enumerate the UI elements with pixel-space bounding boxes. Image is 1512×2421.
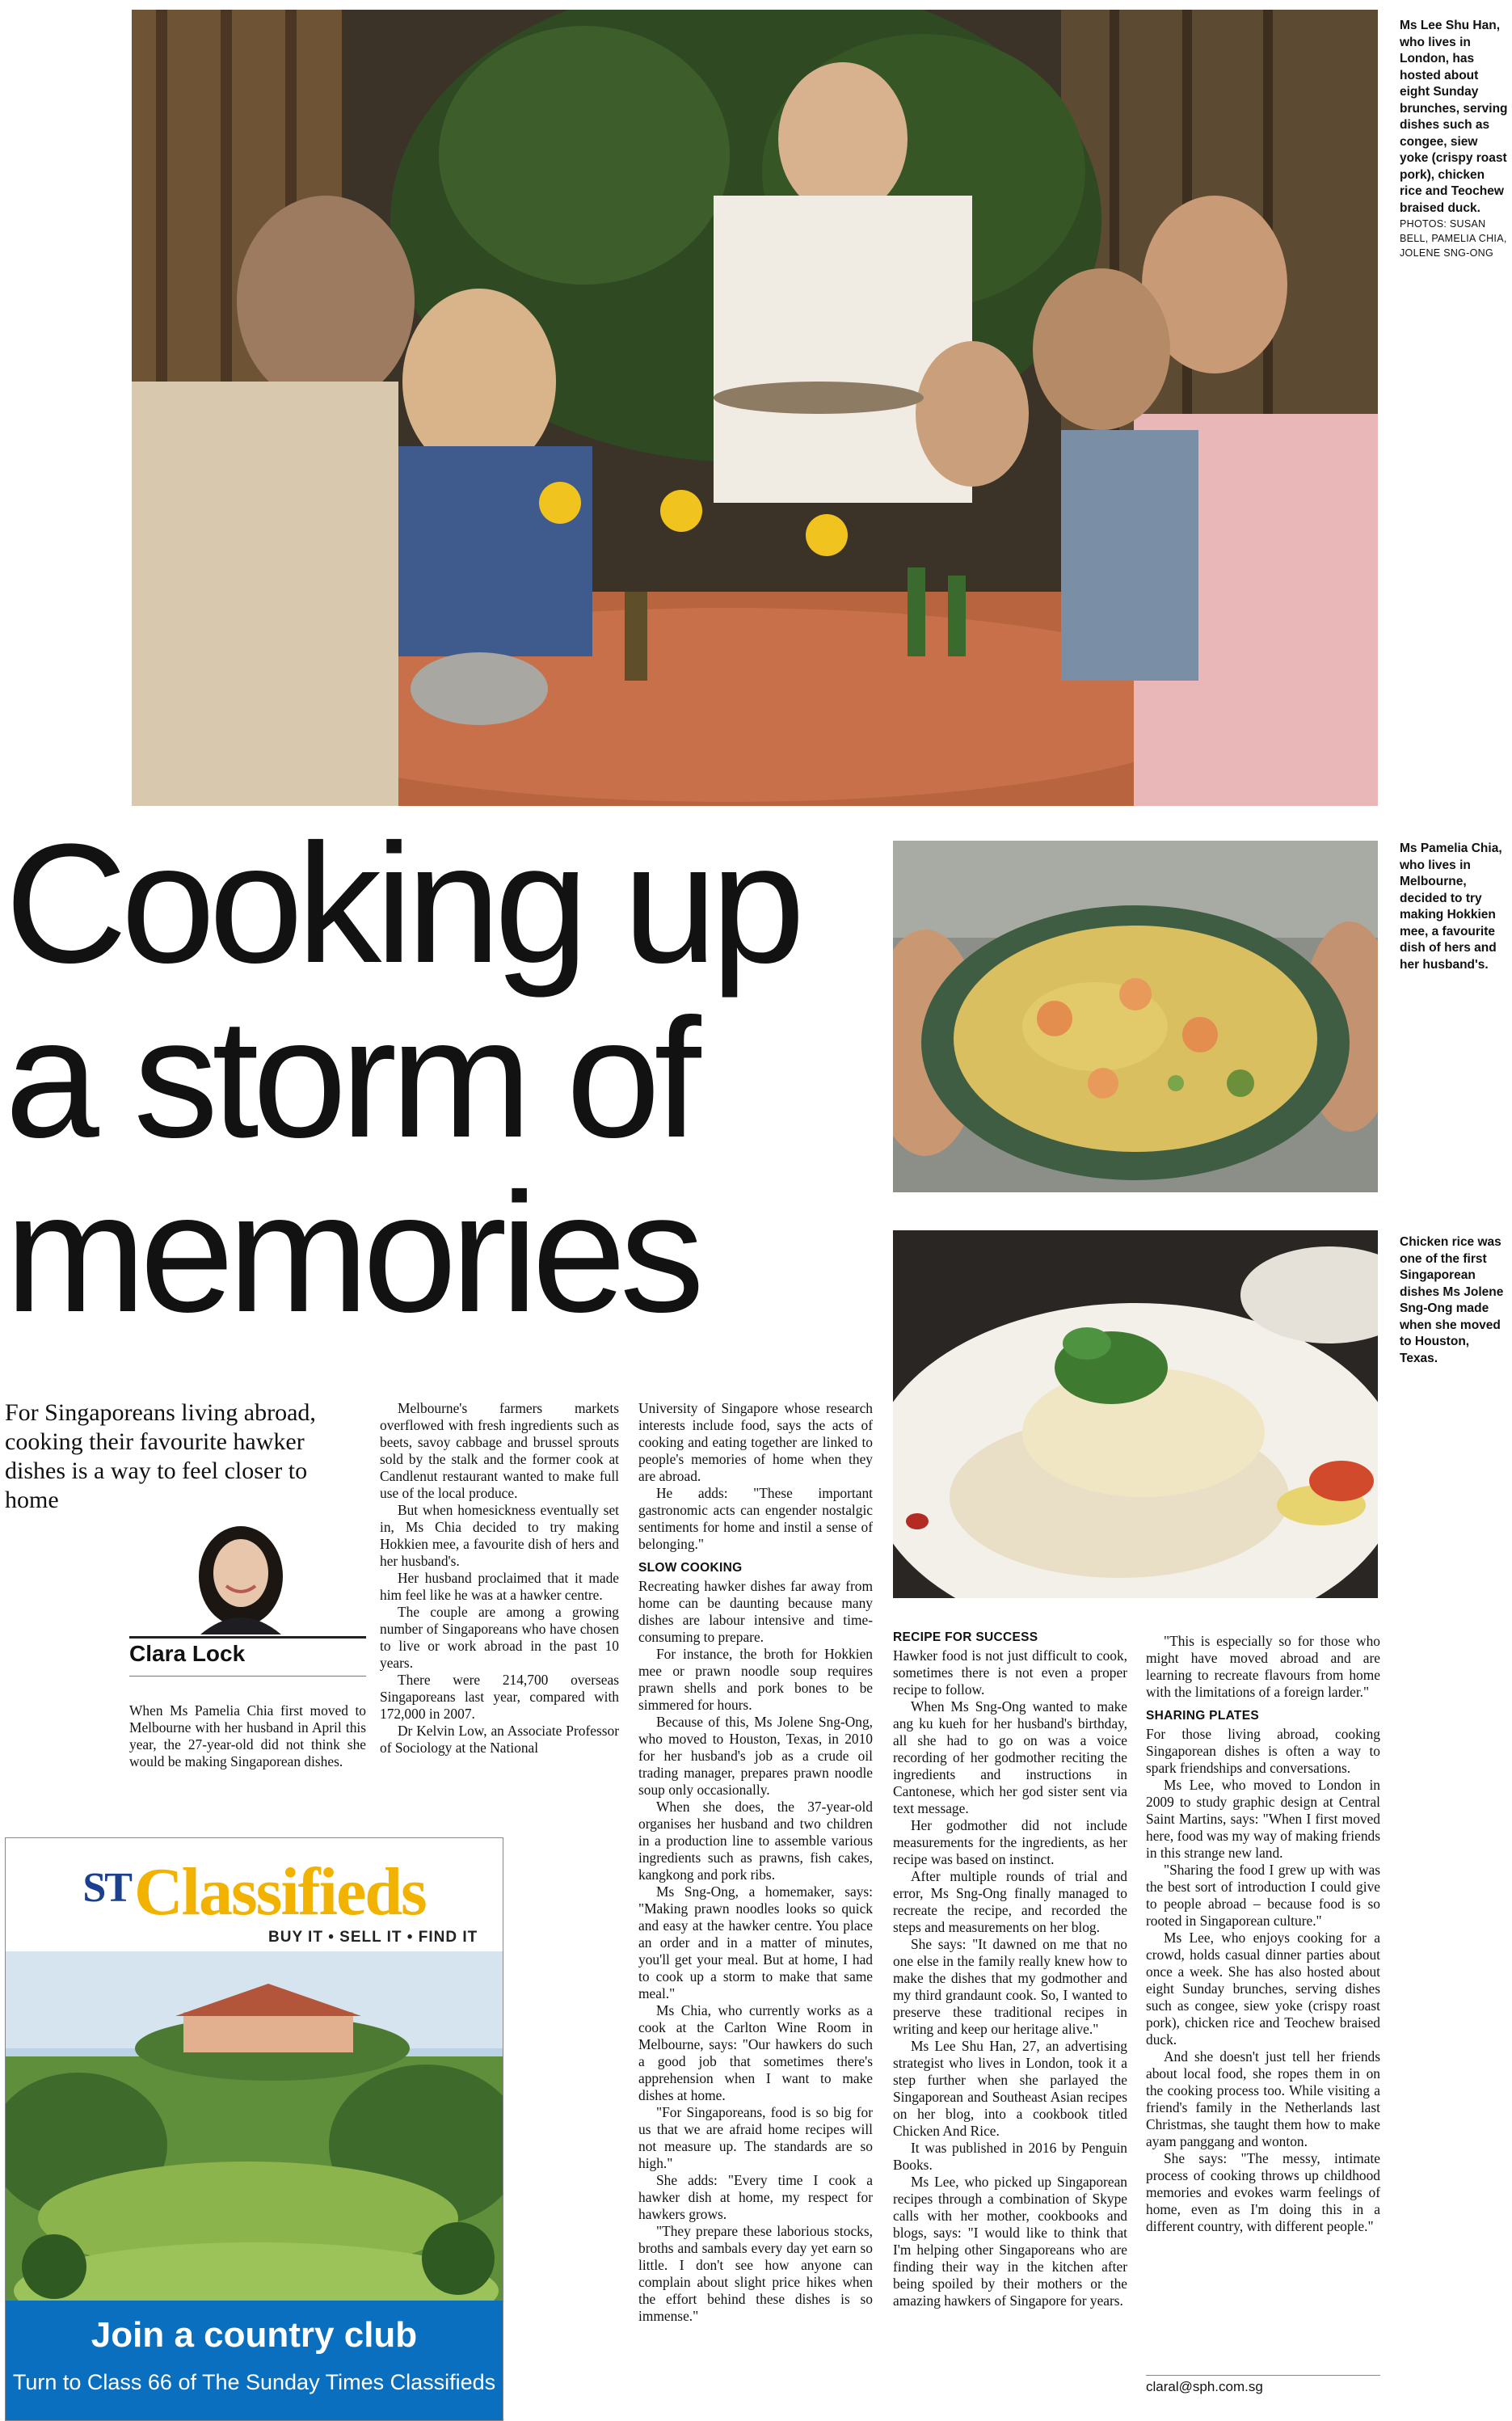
main-photo-brunch	[132, 10, 1378, 806]
paragraph: She says: "The messy, intimate process of cooking throws up childhood memories and evokes warm feelings of home, even as I'm doing this in a different country, with different people."	[1146, 2150, 1380, 2234]
column-2	[380, 1400, 619, 1757]
paragraph: Her godmother did not include measurements for the ingredients, as her recipe was based on instinct.	[893, 1817, 1127, 1867]
paragraph: After multiple rounds of trial and error, Ms Sng-Ong finally managed to recreate the recipe, and recorded the steps and measurements on her blog.	[893, 1868, 1127, 1935]
email-rule	[1146, 2375, 1380, 2376]
subheading-slow-cooking: SLOW COOKING	[638, 1561, 743, 1575]
photo-credit: PHOTOS: SUSAN BELL, PAMELIA CHIA, JOLENE SNG-ONG	[1400, 218, 1507, 259]
ad-tagline: BUY IT • SELL IT • FIND IT	[268, 1929, 478, 1946]
caption-noodles	[1400, 841, 1509, 973]
paragraph: "Sharing the food I grew up with was the best sort of introduction I could give to people abroad – because food is so rooted in Singaporean culture."	[1146, 1862, 1380, 1929]
article-standfirst: For Singaporeans living abroad, cooking their favourite hawker dishes is a way to feel closer to home	[5, 1399, 316, 1513]
paragraph: The couple are among a growing number of Singaporeans who have chosen to live or work abroad in the past 10 years.	[380, 1604, 619, 1671]
ad-country-club-image	[6, 1951, 503, 2331]
paragraph: Dr Kelvin Low, an Associate Professor of Sociology at the National	[380, 1723, 619, 1756]
paragraph: Recreating hawker dishes far away from home can be daunting because many dishes are labour intensive and time-consuming to prepare.	[638, 1578, 873, 1645]
paragraph: Ms Lee, who moved to London in 2009 to study graphic design at Central Saint Martins, says: "When I first moved here, food was my way of making friends in this strange new land.	[1146, 1777, 1380, 1861]
classifieds-advertisement[interactable]	[5, 1837, 503, 2421]
paragraph: It was published in 2016 by Penguin Books.	[893, 2140, 1127, 2173]
caption-noodles-text: Ms Pamelia Chia, who lives in Melbourne, decided to try making Hokkien mee, a favourite dish of hers and her husband's.	[1400, 841, 1502, 972]
paragraph: When Ms Pamelia Chia first moved to Melbourne with her husband in April this year, the 27-year-old did not think she would be making Singaporean dishes.	[129, 1702, 366, 1769]
paragraph: Ms Lee, who picked up Singaporean recipes through a combination of Skype calls with her mother, cookbooks and blogs, says: "I would like to think that I'm helping other Singaporeans who are finding their way in the kitchen after being spoiled by their mothers or the amazing hawkers of Singapore for years.	[893, 2174, 1127, 2309]
byline-rule-bottom	[129, 1676, 366, 1677]
paragraph: Ms Chia, who currently works as a cook at the Carlton Wine Room in Melbourne, says: "Our hawkers do such a good job that sometimes there's apprehension when I want to make dishes at home.	[638, 2002, 873, 2103]
caption-main-text: Ms Lee Shu Han, who lives in London, has hosted about eight Sunday brunches, serving dishes such as congee, siew yoke (crispy roast pork), chicken rice and Teochew braised duck.	[1400, 19, 1508, 215]
author-byline: Clara Lock	[129, 1641, 246, 1666]
paragraph: And she doesn't just tell her friends about local food, she ropes them in on the cooking process too. While visiting a friend's family in the Netherlands last Christmas, she taught them how to make ayam panggang and wonton.	[1146, 2048, 1380, 2149]
author-photo	[184, 1520, 297, 1634]
ad-title: Join a country club	[91, 2315, 418, 2355]
paragraph: Ms Sng-Ong, a homemaker, says: "Making prawn noodles looks so quick and easy at the hawker centre. You place an order and in a matter of minutes, you'll get your meal. But at home, I had to cook up a storm to make that same meal."	[638, 1883, 873, 2001]
column-4	[893, 1629, 1127, 2309]
photo-hokkien-mee	[893, 841, 1378, 1192]
author-email[interactable]: claral@sph.com.sg	[1146, 2379, 1263, 2394]
headline-line-1: Cooking up	[5, 808, 799, 998]
headline-line-3: memories	[5, 1158, 698, 1348]
photo-chicken-rice	[893, 1230, 1378, 1598]
paragraph: Because of this, Ms Jolene Sng-Ong, who moved to Houston, Texas, in 2010 for her husband's job as a crude oil trading manager, prepares prawn noodle soup only occasionally.	[638, 1714, 873, 1798]
paragraph: When Ms Sng-Ong wanted to make ang ku kueh for her husband's birthday, all she had to go on was a voice recording of her godmother reciting the ingredients and instructions in Cantonese, which her god sister sent via text message.	[893, 1698, 1127, 1816]
ad-brand-logo	[6, 1853, 503, 1931]
paragraph: For instance, the broth for Hokkien mee or prawn noodle soup requires prawn shells and pork bones to be simmered for hours.	[638, 1646, 873, 1713]
paragraph: University of Singapore whose research interests include food, says the acts of cooking and eating together are linked to people's memories of home when they are abroad.	[638, 1400, 873, 1484]
column-1	[129, 1702, 366, 1770]
paragraph: But when homesickness eventually set in, Ms Chia decided to try making Hokkien mee, a favourite dish of hers and her husband's.	[380, 1502, 619, 1569]
paragraph: Melbourne's farmers markets overflowed with fresh ingredients such as beets, savoy cabbage and brussel sprouts sold by the stalk and the former cook at Candlenut restaurant wanted to make full use of the local produce.	[380, 1400, 619, 1501]
caption-chicken-rice	[1400, 1234, 1509, 1367]
paragraph: He adds: "These important gastronomic acts can engender nostalgic sentiments for home and instil a sense of belonging."	[638, 1485, 873, 1552]
subheading-recipe-for-success: RECIPE FOR SUCCESS	[893, 1630, 1038, 1644]
paragraph: Ms Lee Shu Han, 27, an advertising strategist who lives in London, took it a step further when she parlayed the Singaporean and Southeast Asian recipes on her blog, into a cookbook titled Chicken And Rice.	[893, 2038, 1127, 2139]
paragraph: She adds: "Every time I cook a hawker dish at home, my respect for hawkers grows.	[638, 2172, 873, 2222]
caption-chicken-text: Chicken rice was one of the first Singaporean dishes Ms Jolene Sng-Ong made when she moved to Houston, Texas.	[1400, 1235, 1504, 1365]
column-5	[1146, 1633, 1380, 2235]
paragraph: "This is especially so for those who might have moved abroad and are learning to recreate flavours from home with the limitations of a foreign larder."	[1146, 1633, 1380, 1700]
ad-brand-name: Classifieds	[133, 1854, 426, 1930]
ad-brand-prefix: ST	[82, 1865, 131, 1911]
paragraph: There were 214,700 overseas Singaporeans last year, compared with 172,000 in 2007.	[380, 1672, 619, 1722]
byline-rule-top	[129, 1636, 366, 1639]
paragraph: When she does, the 37-year-old organises her husband and two children in a production line to assemble various ingredients such as prawns, fish cakes, kangkong and pork ribs.	[638, 1799, 873, 1883]
paragraph: "For Singaporeans, food is so big for us that we are afraid home recipes will not measure up. The standards are so high."	[638, 2104, 873, 2171]
article-headline	[5, 808, 799, 1348]
ad-subtitle: Turn to Class 66 of The Sunday Times Classifieds	[12, 2370, 496, 2394]
paragraph: Her husband proclaimed that it made him feel like he was at a hawker centre.	[380, 1570, 619, 1603]
subheading-sharing-plates: SHARING PLATES	[1146, 1709, 1259, 1723]
paragraph: She says: "It dawned on me that no one else in the family really knew how to make the dishes that my godmother and my third grandaunt cook. So, I wanted to preserve these traditional recipes in writing and keep our heritage alive."	[893, 1936, 1127, 2037]
paragraph: "They prepare these laborious stocks, broths and sambals every day yet earn so little. I don't see how anyone can complain about slight price hikes when the effort behind these dishes is so immense."	[638, 2223, 873, 2324]
paragraph: Ms Lee, who enjoys cooking for a crowd, holds casual dinner parties about once a week. She has also hosted about eight Sunday brunches, serving dishes such as congee, siew yoke (crispy roast pork), chicken rice and Teochew braised duck.	[1146, 1930, 1380, 2048]
paragraph: Hawker food is not just difficult to cook, sometimes there is not even a proper recipe to follow.	[893, 1647, 1127, 1698]
paragraph: For those living abroad, cooking Singaporean dishes is often a way to spark friendships and conversations.	[1146, 1726, 1380, 1776]
caption-main-photo	[1400, 18, 1509, 260]
headline-line-2: a storm of	[5, 983, 695, 1173]
column-3	[638, 1400, 873, 2325]
